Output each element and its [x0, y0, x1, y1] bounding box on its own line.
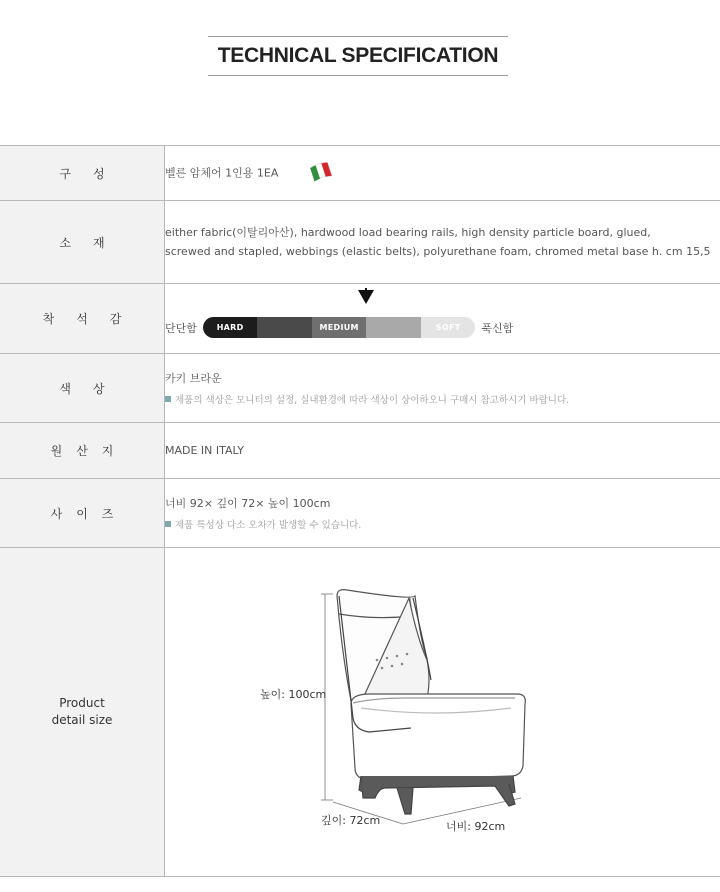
depth-label: 깊이: 72cm [321, 814, 381, 827]
row-detail [0, 548, 720, 877]
row-value-composition [165, 146, 720, 201]
firmness-level-2 [257, 317, 312, 338]
row-material [0, 201, 720, 284]
color-text: 카키 브라운 [165, 372, 222, 385]
width-label: 너비: 92cm [446, 820, 506, 833]
material-line-2: screwed and stapled, webbings (elastic belts), polyurethane foam, chromed metal base h. cm 15,5 [165, 245, 711, 258]
row-label-material: 소재 [0, 201, 165, 284]
page-title: TECHNICAL SPECIFICATION [217, 44, 499, 67]
color-note-text: 제품의 색상은 모니터의 설정, 실내환경에 따라 색상이 상이하오니 구매시 참고하시기 바랍니다. [175, 395, 570, 406]
firmness-right-label: 푹신함 [481, 321, 514, 335]
chair-drawing [165, 548, 720, 876]
row-composition [0, 146, 720, 201]
chair-diagram [165, 548, 720, 876]
title-block [208, 36, 508, 76]
row-color [0, 354, 720, 423]
firmness-left-label: 단단함 [165, 321, 197, 335]
row-label-detail [0, 548, 165, 877]
size-note-text: 제품 특성상 다소 오차가 발생할 수 있습니다. [175, 520, 362, 531]
firmness-level-soft: SOFT [421, 317, 476, 338]
height-label: 높이: 100cm [260, 688, 327, 701]
row-value-firmness [165, 284, 720, 354]
title-bottom-rule [208, 75, 508, 76]
row-label-color: 색상 [0, 354, 165, 423]
firmness-level-4 [366, 317, 421, 338]
spec-table [0, 145, 720, 877]
material-line-1: either fabric(이탈리아산), hardwood load bearing rails, high density particle board, glued, [165, 226, 651, 239]
row-origin [0, 423, 720, 479]
size-text: 너비 92× 깊이 72× 높이 100cm [165, 497, 331, 510]
row-value-detail [165, 548, 720, 877]
firmness-level-hard: HARD [203, 317, 258, 338]
italy-flag-icon [308, 159, 334, 188]
firmness-bar [203, 317, 476, 338]
row-label-firmness: 착석감 [0, 284, 165, 354]
row-value-size [165, 479, 720, 548]
selected-level-arrow-icon [358, 290, 374, 304]
row-value-origin: MADE IN ITALY [165, 423, 720, 479]
composition-text: 벨른 암체어 1인용 1EA [165, 166, 279, 179]
row-label-composition: 구성 [0, 146, 165, 201]
detail-label-line-2: detail size [51, 713, 113, 727]
row-label-origin: 원산지 [0, 423, 165, 479]
note-square-icon [165, 521, 171, 527]
firmness-level-medium: MEDIUM [312, 317, 367, 338]
size-note [165, 517, 720, 531]
row-value-color [165, 354, 720, 423]
detail-label-line-1: Product [59, 696, 105, 710]
row-label-size: 사이즈 [0, 479, 165, 548]
note-square-icon [165, 396, 171, 402]
row-size [0, 479, 720, 548]
firmness-scale [165, 317, 720, 338]
row-value-material [165, 201, 720, 284]
chair-icon [337, 590, 525, 814]
color-note [165, 392, 720, 406]
row-firmness [0, 284, 720, 354]
